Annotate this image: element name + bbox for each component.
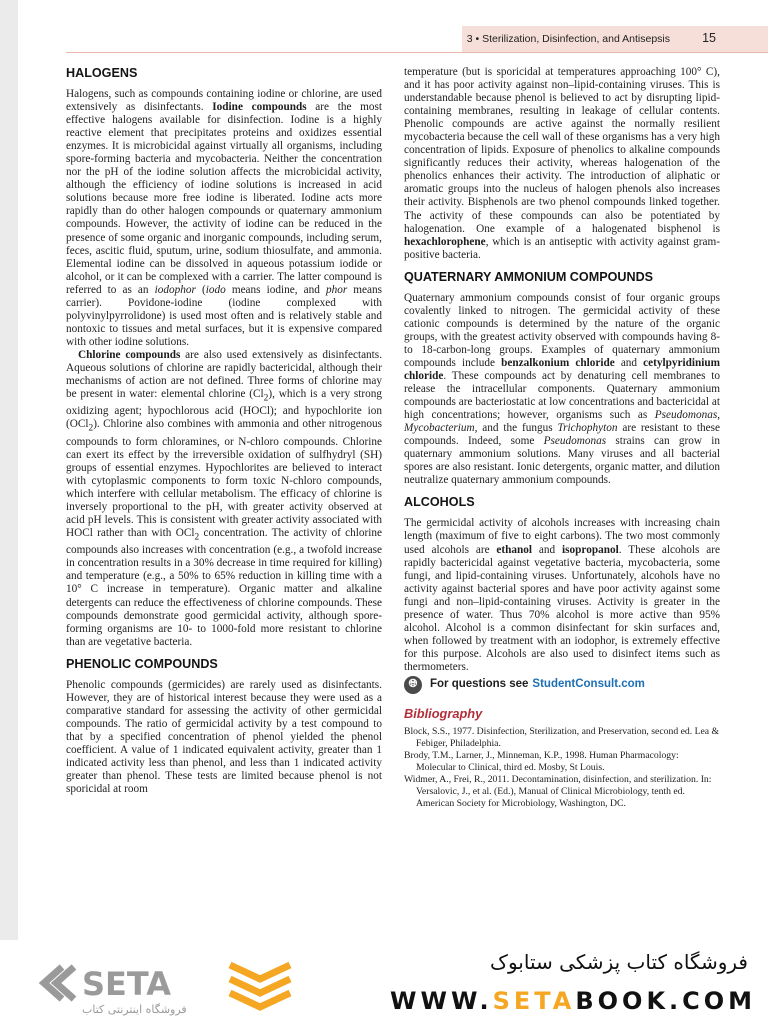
running-header	[466, 31, 766, 49]
page-number: 15	[702, 31, 716, 45]
bibliography-entry: Block, S.S., 1977. Disinfection, Sterilization, and Preservation, second ed. Lea & Febiger, Philadelphia.	[404, 725, 720, 749]
term-hexachlorophene: hexachlorophene	[404, 235, 486, 248]
right-column	[404, 66, 720, 810]
term-chlorine-compounds: Chlorine compounds	[78, 348, 181, 361]
halogens-paragraph-2: Chlorine compounds are also used extensively as disinfectants. Aqueous solutions of chlorine are rapidly bactericidal, although their mechanisms of action are not defined. Three forms of chlorine may be present in water: elemental chlorine $(Cl_2)$, which is a very strong oxidizing agent; hypochlorous acid (HOCl); and hypochlorite ion (OCl$_2$). Chlorine also combines with ammonia and other nitrogenous compounds to form chloramines, or N-chloro compounds. Chlorine can exert its effect by the irreversible oxidation of sulfhydryl (SH) groups of essential enzymes. Hypochlorites are believed to interact with cytoplasmic components to form toxic N-chloro compounds, which interfere with cellular metabolism. The efficacy of chlorine is inversely proportional to the pH, with greater activity observed at acid pH levels. This is consistent with greater activity associated with HOCl rather than with OCl$_2$ concentration. The activity of chlorine compounds also increases with concentration (e.g., a twofold increase in concentration results in a 30% decrease in time required for killing) and temperature (e.g., a 50% to 65% reduction in killing time with a 10° C increase in temperature). Organic matter and alkaline detergents can reduce the effectiveness of chlorine compounds. These compounds demonstrate good germicidal activity, although spore-forming organisms are 10- to 1000-fold more resistant to chlorine than are vegetative bacteria.	[66, 348, 383, 648]
phenolic-paragraph-continued: temperature (but is sporicidal at temperatures approaching 100° C), and it has poor activity against non–lipid-containing viruses. This is understandable because phenol is believed to act by disrupting lipid-containing membranes, resulting in leakage of cellular contents. Phenolic compounds are active against the normally resilient mycobacteria because the cell wall of these organisms has a very high concentration of lipids. Exposure of phenolics to alkaline compounds significantly reduces their activity, whereas halogenation of the phenolics enhances their activity. The introduction of aliphatic or aromatic groups into the nucleus of halogen phenols also increases their activity. Bisphenols are two phenol compounds linked together. The activity of these compounds can also be potentiated by halogenation. One example of a halogenated bisphenol is hexachlorophene, which is an antiseptic with activity against gram-positive bacteria.	[404, 66, 720, 261]
questions-note	[404, 676, 720, 694]
heading-phenolic-compounds: PHENOLIC COMPOUNDS	[66, 656, 218, 671]
page-gutter-shadow	[0, 0, 18, 940]
quaternary-paragraph: Quaternary ammonium compounds consist of four organic groups covalently linked to nitrogen. The germicidal activity of these cationic compounds is determined by the nature of the organic groups, with the greatest activity observed with compounds having 8- to 18-carbon-long groups. Examples of quaternary ammonium compounds include benzalkonium chloride and cetylpyridinium chloride. These compounds act by denaturing cell membranes to release the intracellular components. Quaternary ammonium compounds are bacteriostatic at low concentrations and bactericidal at high concentrations; however, organisms such as Pseudomonas, Mycobacterium, and the fungus Trichophyton are resistant to these compounds. Indeed, some Pseudomonas strains can grow in quaternary ammonium solutions. Many viruses and all bacterial spores are also resistant. Ionic detergents, organic matter, and dilution neutralize quaternary ammonium compounds.	[404, 291, 721, 487]
chapter-title: 3 • Sterilization, Disinfection, and Antisepsis	[466, 33, 670, 45]
heading-bibliography: Bibliography	[404, 705, 483, 721]
term-iodine-compounds: Iodine compounds	[212, 101, 307, 114]
logo-book-icon	[230, 965, 290, 1007]
bibliography-list	[404, 726, 720, 809]
shop-url[interactable]: WWW.SETABOOK.COM	[390, 987, 757, 1015]
header-rule	[66, 52, 768, 53]
globe-icon: 🌐︎	[404, 676, 422, 694]
phenolic-paragraph: Phenolic compounds (germicides) are rarely used as disinfectants. However, they are of historical interest because they were used as a comparative standard for assessing the activity of other germicidal compounds. The ratio of germicidal activity by a test compound to that by a specified concentration of phenol yielded the phenol coefficient. A value of 1 indicated equivalent activity, greater than 1 indicated activity less than phenol, and less than 1 indicated activity greater than phenol. These tests are limited because phenol is not sporicidal at room	[66, 678, 382, 796]
heading-quaternary-ammonium: QUATERNARY AMMONIUM COMPOUNDS	[404, 269, 654, 284]
logo-chevron-icon	[44, 967, 74, 999]
student-consult-link[interactable]: StudentConsult.com	[532, 678, 645, 691]
logo-subtitle: فروشگاه اینترنتی کتاب	[82, 1003, 187, 1016]
bibliography-entry: Widmer, A., Frei, R., 2011. Decontamination, disinfection, and sterilization. In: Versalovic, J., et al. (Ed.), Manual of Clinical Microbiology, tenth ed. American Society for Microbiology, Washington, DC.	[404, 774, 712, 809]
bibliography-entry: Brody, T.M., Larner, J., Minneman, K.P., 1998. Human Pharmacology: Molecular to Clinical, third ed. Mosby, St Louis.	[404, 750, 679, 773]
questions-text: For questions see	[430, 678, 529, 691]
halogens-paragraph-1: Halogens, such as compounds containing iodine or chlorine, are used extensively as disinfectants. Iodine compounds are the most effective halogens available for disinfection. Iodine is a highly reactive element that precipitates proteins and oxidizes essential enzymes. It is microbicidal against virtually all organisms, including spore-forming bacteria and mycobacteria. Neither the concentration nor the pH of the iodine solution affects the microbicidal activity, although the efficiency of iodine solutions is increased in acid solutions because more free iodine is liberated. Iodine acts more rapidly than do other halogen compounds or quaternary ammonium compounds. However, the activity of iodine can be reduced in the presence of some organic and inorganic compounds, including serum, feces, ascitic fluid, sputum, urine, sodium thiosulfate, and ammonia. Elemental iodine can be dissolved in aqueous potassium iodide or alcohol, or it can be complexed with a carrier. The latter compound is referred to as an iodophor (iodo means iodine, and phor means carrier). Povidone-iodine (iodine complexed with polyvinylpyrrolidone) is used most often and is relatively stable and nontoxic to tissues and metal surfaces, but it is expensive compared with other iodine solutions.	[66, 88, 383, 348]
shop-name: فروشگاه کتاب پزشکی ستابوک	[490, 950, 748, 974]
logo-wordmark: SETA	[82, 965, 172, 1003]
heading-halogens: HALOGENS	[66, 66, 138, 80]
left-column	[66, 60, 382, 796]
alcohols-paragraph: The germicidal activity of alcohols increases with increasing chain length (maximum of five to eight carbons). The two most commonly used alcohols are ethanol and isopropanol. These alcohols are rapidly bactericidal against vegetative bacteria, mycobacteria, some fungi, and lipid-containing viruses. Unfortunately, alcohols have no activity against bacterial spores and have poor activity against some fungi and non–lipid-containing viruses. Activity is greater in the presence of water. Thus 70% alcohol is more active than 95% alcohol. Alcohol is a common disinfectant for skin surfaces and, when followed by treatment with an iodophor, is extremely effective for this purpose. Alcohols are also used to disinfect items such as thermometers.	[404, 517, 720, 673]
heading-alcohols: ALCOHOLS	[404, 495, 475, 510]
setabook-logo	[22, 955, 302, 1017]
